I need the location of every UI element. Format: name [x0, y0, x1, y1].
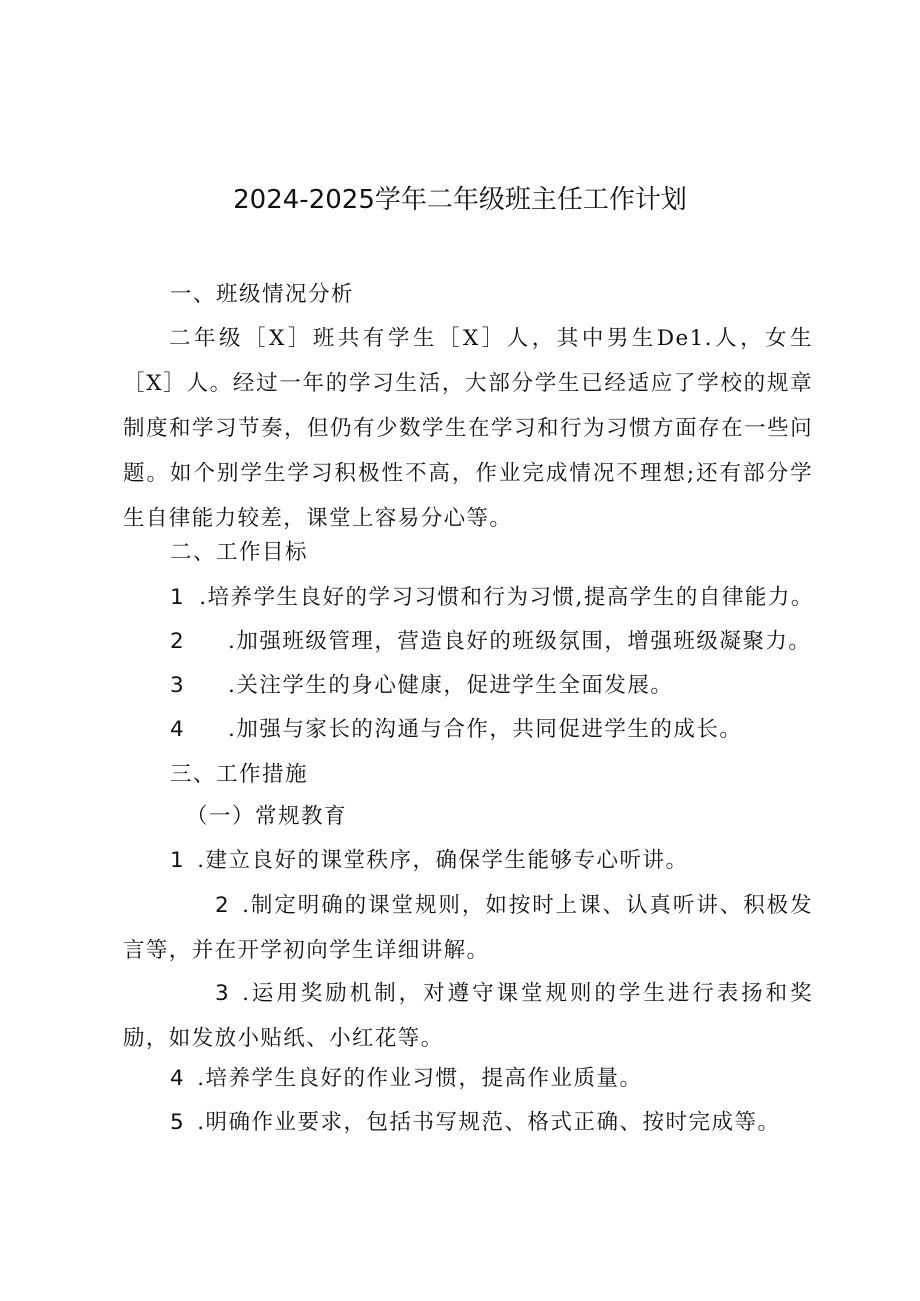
goal-item-text: .加强与家长的沟通与合作，共同促进学生的成长。	[228, 717, 743, 742]
measure-item-number: 1	[170, 848, 186, 873]
section-heading-1: 一、班级情况分析	[170, 282, 355, 307]
goal-item-4	[170, 715, 742, 745]
subsection-heading-1: （一）常规教育	[186, 804, 348, 829]
section-heading-3: 三、工作措施	[170, 762, 309, 787]
measure-item-text: .制定明确的课堂规则，如按时上课、认真听讲、积极发言等，并在开学初向学生详细讲解。	[123, 893, 813, 963]
measure-item-text: .培养学生良好的作业习惯，提高作业质量。	[197, 1066, 643, 1091]
goal-item-number: 2	[170, 629, 186, 654]
measure-item-text: .运用奖励机制，对遵守课堂规则的学生进行表扬和奖励，如发放小贴纸、小红花等。	[123, 981, 813, 1051]
measure-item-number: 2	[215, 893, 231, 918]
measure-item-number: 3	[215, 981, 231, 1006]
goal-item-number: 1	[170, 585, 186, 610]
measure-item-text: .建立良好的课堂秩序，确保学生能够专心听讲。	[197, 848, 689, 873]
measure-item-2	[123, 883, 813, 973]
goal-item-2	[170, 627, 811, 657]
section-1-paragraph: 二年级［X］班共有学生［X］人，其中男生De1.人，女生［X］人。经过一年的学习生活，大部分学生已经适应了学校的规章制度和学习节奏，但仍有少数学生在学习和行为习惯方面存在一些问题。如个别学生学习积极性不高，作业完成情况不理想;还有部分学生自律能力较差，课堂上容易分心等。	[123, 326, 813, 531]
goal-item-number: 3	[170, 673, 186, 698]
goal-item-text: .关注学生的身心健康，促进学生全面发展。	[228, 673, 674, 698]
measure-item-number: 5	[170, 1110, 186, 1135]
measure-item-5	[170, 1108, 781, 1138]
goal-item-text: .加强班级管理，营造良好的班级氛围，增强班级凝聚力。	[228, 629, 812, 654]
goal-item-text: .培养学生良好的学习习惯和行为习惯,提高学生的自律能力。	[199, 585, 814, 610]
page-title: 2024-2025学年二年级班主任工作计划	[233, 185, 687, 215]
measure-item-3	[123, 971, 813, 1061]
measure-item-text: .明确作业要求，包括书写规范、格式正确、按时完成等。	[197, 1110, 781, 1135]
goal-item-3	[170, 671, 673, 701]
measure-item-number: 4	[170, 1066, 186, 1091]
measure-item-4	[170, 1064, 643, 1094]
goal-item-number: 4	[170, 717, 186, 742]
goal-item-1	[170, 583, 814, 613]
measure-item-1	[170, 846, 689, 876]
section-heading-2: 二、工作目标	[170, 540, 309, 565]
